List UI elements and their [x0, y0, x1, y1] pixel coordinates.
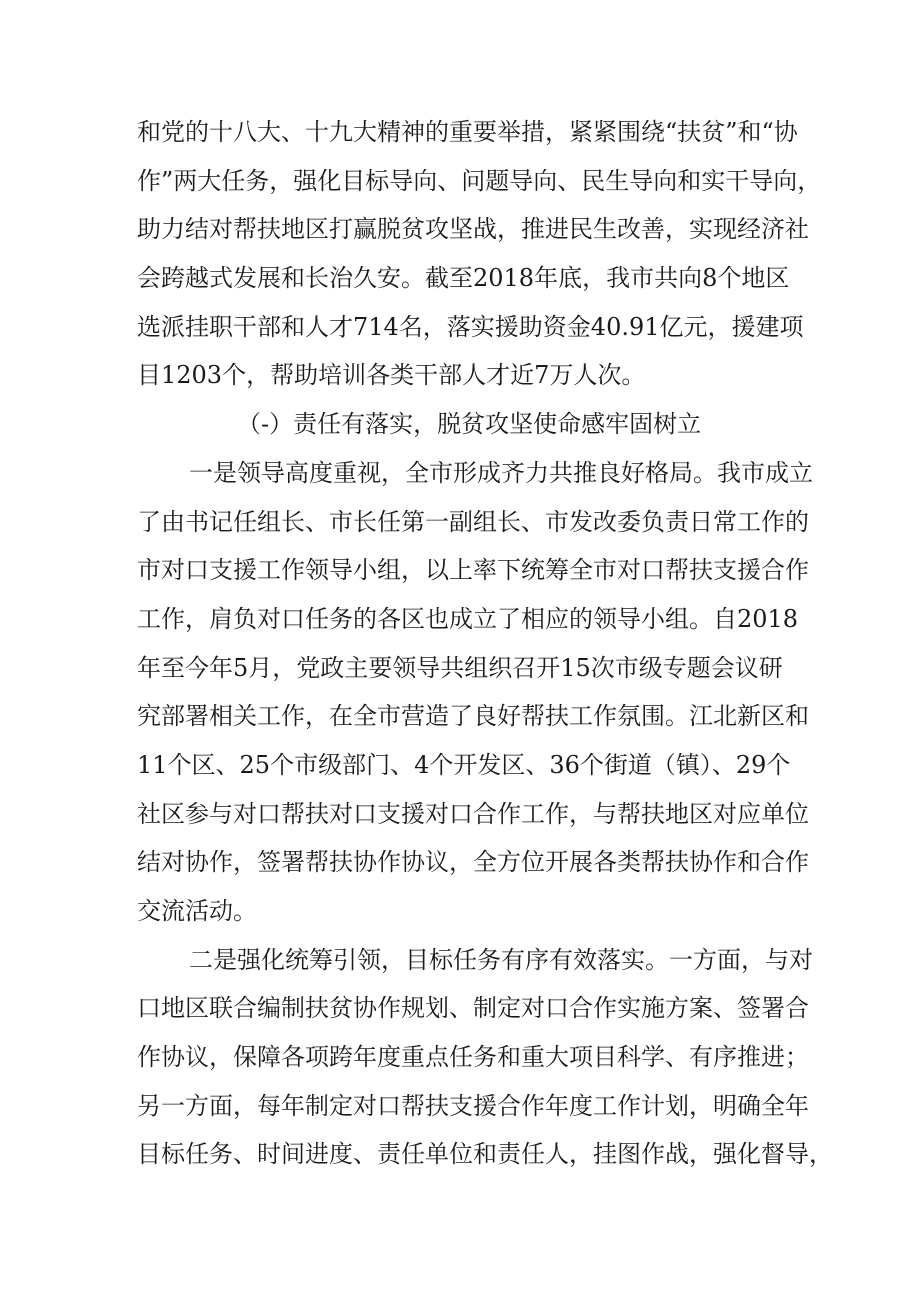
text-line-8: 一是领导高度重视，全市形成齐力共推良好格局。我市成立: [189, 458, 813, 487]
text-line-13: 究部署相关工作，在全市营造了良好帮扶工作氛围。江北新区和: [137, 702, 809, 731]
text-line-1: 和党的十八大、十九大精神的重要举措，紧紧围绕“扶贫”和“协: [137, 118, 798, 146]
text-line-12: 年至今年5月，党政主要领导共组织召开15次市级专题会议研: [137, 653, 783, 682]
text-line-11: 工作，肩负对口任务的各区也成立了相应的领导小组。自2018: [137, 604, 799, 633]
text-line-22: 目标任务、时间进度、责任单位和责任人，挂图作战，强化督导，: [137, 1140, 833, 1169]
text-line-5: 选派挂职干部和人才714名，落实援助资金40.91亿元，援建项: [137, 312, 804, 341]
text-line-2: 作”两大任务，强化目标导向、问题导向、民生导向和实干导向，: [137, 166, 822, 195]
section-heading: （-）责任有落实，脱贫攻坚使命感牢固树立: [237, 410, 702, 439]
text-line-3: 助力结对帮扶地区打赢脱贫攻坚战，推进民生改善，实现经济社: [137, 215, 809, 244]
text-line-15: 社区参与对口帮扶对口支援对口合作工作，与帮扶地区对应单位: [137, 799, 809, 828]
text-line-4: 会跨越式发展和长治久安。截至2018年底，我市共向8个地区: [137, 264, 790, 293]
text-line-21: 另一方面，每年制定对口帮扶支援合作年度工作计划，明确全年: [137, 1091, 809, 1120]
document-body: [137, 108, 833, 1179]
text-line-19: 口地区联合编制扶贫协作规划、制定对口合作实施方案、签署合: [137, 994, 809, 1023]
text-line-18: 二是强化统筹引领，目标任务有序有效落实。一方面，与对: [189, 945, 813, 974]
text-line-9: 了由书记任组长、市长任第一副组长、市发改委负责日常工作的: [137, 507, 809, 536]
text-line-10: 市对口支援工作领导小组，以上率下统筹全市对口帮扶支援合作: [137, 556, 809, 585]
text-line-17: 交流活动。: [137, 897, 257, 925]
text-line-14: 11个区、25个市级部门、4个开发区、36个街道（镇）、29个: [137, 750, 791, 779]
text-line-16: 结对协作，签署帮扶协作协议，全方位开展各类帮扶协作和合作: [137, 848, 809, 877]
text-line-20: 作协议，保障各项跨年度重点任务和重大项目科学、有序推进；: [137, 1043, 809, 1072]
text-line-6: 目1203个，帮助培训各类干部人才近7万人次。: [137, 361, 646, 390]
